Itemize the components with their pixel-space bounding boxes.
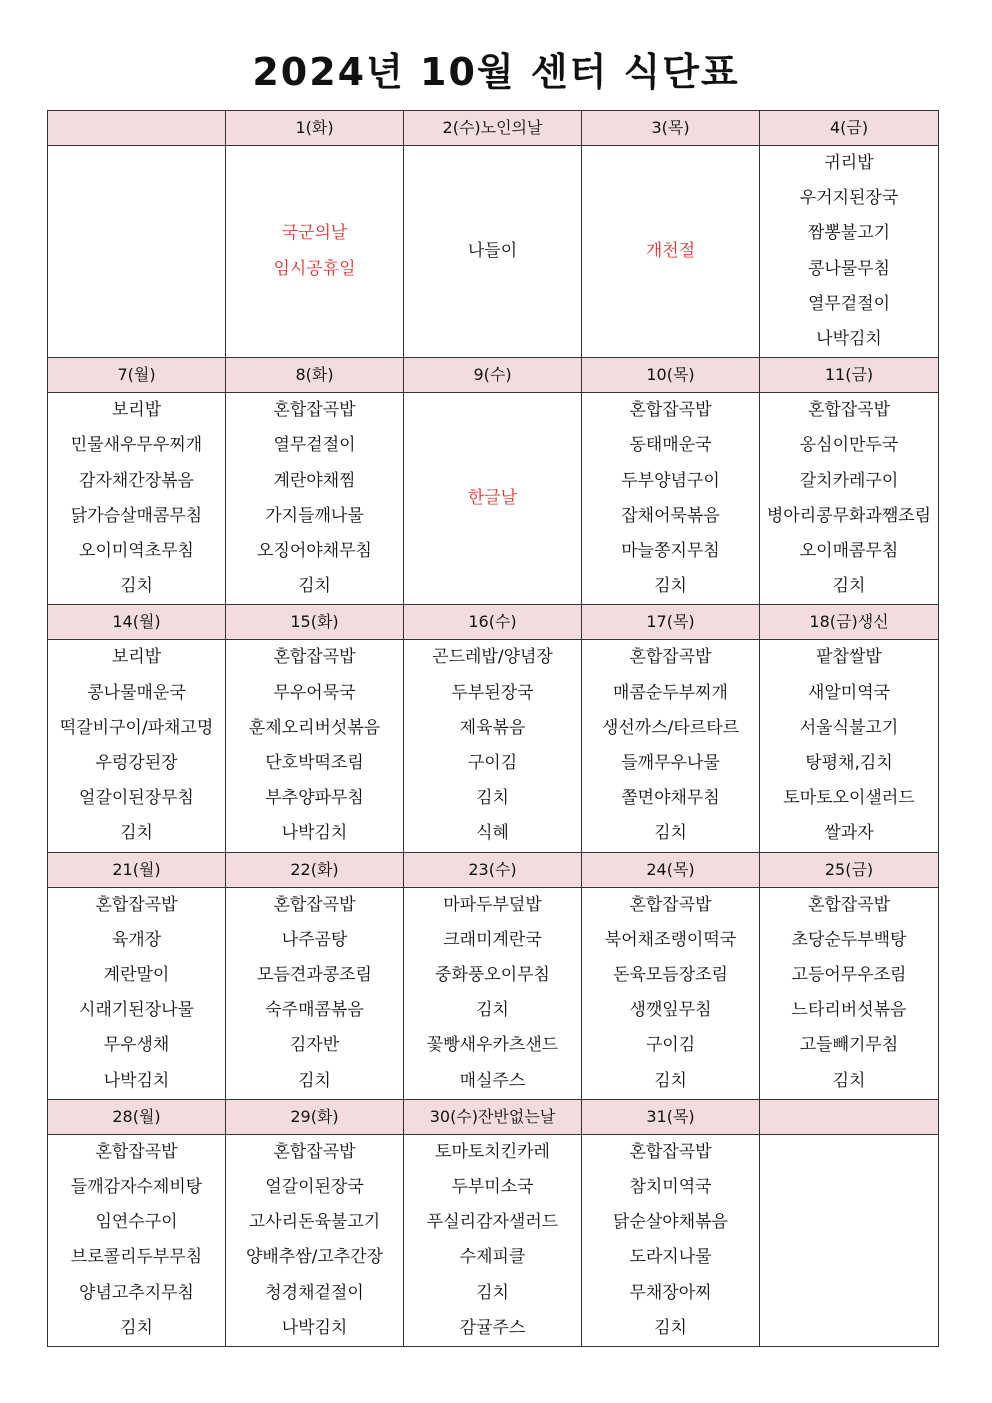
menu-item: 들깨무우나물 (621, 753, 720, 774)
menu-item: 나박김치 (281, 1317, 348, 1338)
day-menu-cell (48, 393, 226, 605)
day-header (48, 111, 226, 146)
menu-item: 토마토치킨카레 (435, 1141, 550, 1162)
day-menu-cell (226, 146, 404, 358)
menu-item: 토마토오이샐러드 (783, 788, 915, 809)
day-menu-cell (760, 640, 939, 852)
menu-item: 탕평채,김치 (805, 753, 893, 774)
menu-item: 꽃빵새우카츠샌드 (426, 1035, 559, 1056)
menu-item: 콩나물무침 (807, 258, 891, 279)
menu-item: 떡갈비구이/파채고명 (59, 717, 214, 738)
day-header: 31(목) (582, 1099, 760, 1134)
menu-item: 옹심이만두국 (799, 435, 899, 456)
week-menu-row (48, 1134, 939, 1346)
holiday-note: 국군의날 (281, 223, 348, 244)
menu-item: 브로콜리두부무침 (70, 1247, 203, 1268)
day-header: 21(월) (48, 852, 226, 887)
menu-item: 도라지나물 (629, 1247, 712, 1268)
menu-item: 임연수구이 (95, 1212, 178, 1233)
day-menu-cell (48, 1134, 226, 1346)
menu-item: 감귤주스 (459, 1317, 526, 1338)
menu-item: 김치 (476, 1282, 509, 1303)
day-header: 10(목) (582, 358, 760, 393)
menu-item: 나박김치 (281, 823, 348, 844)
menu-item: 매콤순두부찌개 (613, 682, 728, 703)
day-menu-cell (582, 887, 760, 1099)
menu-item: 청경채겉절이 (265, 1282, 364, 1303)
menu-item: 무우생채 (103, 1035, 170, 1056)
menu-item: 단호박떡조림 (265, 753, 364, 774)
menu-item: 혼합잡곡밥 (629, 400, 712, 421)
menu-item: 김치 (120, 576, 153, 597)
menu-item: 모듬견과콩조림 (257, 965, 372, 986)
day-menu-cell (404, 146, 582, 358)
menu-item: 김치 (298, 1070, 331, 1091)
menu-item: 나주곰탕 (281, 929, 348, 950)
day-header: 16(수) (404, 605, 582, 640)
menu-item: 양배추쌈/고추간장 (245, 1247, 384, 1268)
day-header: 29(화) (226, 1099, 404, 1134)
menu-item: 계란야채찜 (273, 470, 356, 491)
menu-item: 잡채어묵볶음 (621, 505, 720, 526)
menu-item: 김치 (476, 1000, 509, 1021)
menu-item: 무채장아찌 (629, 1282, 712, 1303)
menu-item: 육개장 (111, 929, 162, 950)
menu-item: 열무겉절이 (273, 435, 356, 456)
menu-item: 나들이 (467, 241, 518, 261)
day-header: 4(금) (760, 111, 939, 146)
menu-item: 나박김치 (103, 1070, 170, 1091)
menu-item: 오징어야채무침 (257, 541, 372, 562)
week-menu-row (48, 146, 939, 358)
day-header: 18(금)생신 (760, 605, 939, 640)
day-header: 15(화) (226, 605, 404, 640)
day-header: 9(수) (404, 358, 582, 393)
day-menu-cell (226, 393, 404, 605)
week-menu-row (48, 640, 939, 852)
menu-item: 돈육모듬장조림 (613, 965, 728, 986)
holiday-note: 한글날 (467, 488, 518, 509)
day-menu-cell (48, 146, 226, 358)
day-header: 28(월) (48, 1099, 226, 1134)
menu-item: 매실주스 (459, 1070, 526, 1091)
day-header: 2(수)노인의날 (404, 111, 582, 146)
menu-item: 귀리밥 (824, 153, 874, 173)
menu-item: 마늘쫑지무침 (621, 541, 720, 562)
menu-item: 고등어무우조림 (791, 965, 907, 986)
menu-table (47, 110, 939, 1347)
day-header: 24(목) (582, 852, 760, 887)
menu-item: 혼합잡곡밥 (273, 894, 356, 915)
menu-item: 부추양파무침 (265, 788, 364, 809)
menu-item: 서울식불고기 (799, 717, 899, 738)
day-menu-cell (226, 1134, 404, 1346)
day-menu-cell (404, 887, 582, 1099)
menu-item: 중화풍오이무침 (435, 965, 550, 986)
menu-item: 김치 (654, 1070, 687, 1091)
menu-item: 수제피클 (459, 1247, 526, 1268)
menu-item: 김치 (654, 1317, 687, 1338)
day-menu-cell (48, 887, 226, 1099)
menu-item: 김치 (832, 576, 866, 597)
menu-item: 양념고추지무침 (79, 1282, 194, 1303)
day-menu-cell (226, 887, 404, 1099)
menu-item: 혼합잡곡밥 (273, 400, 356, 421)
menu-item: 고사리돈육불고기 (248, 1212, 381, 1233)
day-header: 1(화) (226, 111, 404, 146)
menu-item: 김치 (654, 576, 687, 597)
day-header: 25(금) (760, 852, 939, 887)
day-header: 7(월) (48, 358, 226, 393)
menu-item: 새알미역국 (807, 682, 891, 703)
menu-item: 계란말이 (103, 965, 170, 986)
menu-item: 얼갈이된장국 (265, 1177, 364, 1198)
menu-item: 혼합잡곡밥 (629, 894, 712, 915)
menu-item: 얼갈이된장무침 (79, 788, 194, 809)
menu-item: 쫄면야채무침 (621, 788, 720, 809)
menu-item: 김치 (654, 823, 687, 844)
menu-item: 쌀과자 (824, 823, 874, 844)
menu-item: 김자반 (289, 1035, 340, 1056)
menu-item: 혼합잡곡밥 (95, 894, 178, 915)
menu-item: 오이미역초무침 (79, 541, 194, 562)
day-menu-cell (404, 640, 582, 852)
menu-item: 두부미소국 (451, 1177, 534, 1198)
menu-item: 김치 (298, 576, 331, 597)
day-menu-cell (404, 1134, 582, 1346)
day-header: 30(수)잔반없는날 (404, 1099, 582, 1134)
week-header-row (48, 1099, 939, 1134)
menu-item: 생깻잎무침 (629, 1000, 712, 1021)
menu-item: 제육볶음 (459, 717, 526, 738)
menu-item: 구이김 (467, 753, 518, 774)
menu-item: 보리밥 (111, 647, 162, 668)
menu-item: 김치 (120, 1317, 153, 1338)
menu-item: 곤드레밥/양념장 (432, 647, 553, 668)
menu-item: 가지들깨나물 (265, 505, 364, 526)
day-menu-cell (226, 640, 404, 852)
week-menu-row (48, 393, 939, 605)
page-title: 2024년 10월 센터 식단표 (252, 50, 740, 94)
day-menu-cell (582, 393, 760, 605)
menu-item: 마파두부덮밥 (443, 894, 542, 915)
day-header (760, 1099, 939, 1134)
menu-item: 김치 (120, 823, 153, 844)
week-header-row (48, 358, 939, 393)
menu-item: 고들빼기무침 (799, 1035, 899, 1056)
day-menu-cell (582, 146, 760, 358)
menu-item: 보리밥 (111, 400, 162, 421)
holiday-note: 개천절 (645, 241, 696, 261)
day-header: 3(목) (582, 111, 760, 146)
menu-item: 식혜 (476, 823, 509, 844)
menu-item: 갈치카레구이 (799, 470, 899, 491)
menu-item: 짬뽕불고기 (807, 223, 891, 244)
day-menu-cell (760, 1134, 939, 1346)
week-header-row (48, 111, 939, 146)
week-header-row (48, 605, 939, 640)
menu-item: 우렁강된장 (95, 753, 178, 774)
menu-item: 민물새우무우찌개 (70, 435, 203, 456)
menu-item: 우거지된장국 (799, 188, 899, 209)
menu-item: 훈제오리버섯볶음 (248, 717, 381, 738)
day-header: 14(월) (48, 605, 226, 640)
menu-item: 동태매운국 (629, 435, 712, 456)
menu-item: 열무겉절이 (807, 293, 891, 314)
day-menu-cell (582, 1134, 760, 1346)
week-header-row (48, 852, 939, 887)
menu-item: 혼합잡곡밥 (95, 1141, 178, 1162)
menu-item: 혼합잡곡밥 (807, 400, 891, 421)
menu-item: 참치미역국 (629, 1177, 712, 1198)
menu-item: 팥찹쌀밥 (816, 647, 882, 668)
menu-item: 북어채조랭이떡국 (604, 929, 737, 950)
menu-item: 시래기된장나물 (79, 1000, 194, 1021)
menu-item: 초당순두부백탕 (791, 929, 907, 950)
menu-item: 혼합잡곡밥 (273, 647, 356, 668)
day-header: 8(화) (226, 358, 404, 393)
day-header: 22(화) (226, 852, 404, 887)
menu-item: 느타리버섯볶음 (791, 1000, 907, 1021)
menu-item: 혼합잡곡밥 (807, 894, 891, 915)
day-header: 11(금) (760, 358, 939, 393)
menu-item: 김치 (476, 788, 509, 809)
menu-item: 숙주매콤볶음 (265, 1000, 364, 1021)
menu-item: 닭가슴살매콤무침 (70, 505, 203, 526)
menu-item: 구이김 (645, 1035, 696, 1056)
day-menu-cell (760, 146, 939, 358)
menu-item: 생선까스/타르타르 (601, 717, 740, 738)
menu-item: 들깨감자수제비탕 (70, 1177, 203, 1198)
menu-item: 크래미계란국 (443, 929, 542, 950)
holiday-note: 임시공휴일 (273, 258, 356, 279)
day-menu-cell (48, 640, 226, 852)
menu-item: 콩나물매운국 (87, 682, 186, 703)
menu-item: 감자채간장볶음 (79, 470, 194, 491)
menu-item: 두부양념구이 (621, 470, 720, 491)
menu-item: 김치 (832, 1070, 866, 1091)
menu-item: 병아리콩무화과쨈조림 (766, 505, 932, 526)
menu-item: 혼합잡곡밥 (273, 1141, 356, 1162)
menu-item: 오이매콤무침 (799, 541, 899, 562)
day-menu-cell (404, 393, 582, 605)
menu-item: 혼합잡곡밥 (629, 1141, 712, 1162)
day-menu-cell (760, 393, 939, 605)
day-header: 17(목) (582, 605, 760, 640)
menu-item: 두부된장국 (451, 682, 534, 703)
menu-item: 푸실리감자샐러드 (426, 1212, 559, 1233)
day-menu-cell (760, 887, 939, 1099)
menu-item: 혼합잡곡밥 (629, 647, 712, 668)
menu-item: 무우어묵국 (273, 682, 356, 703)
menu-item: 닭순살야채볶음 (613, 1212, 728, 1233)
week-menu-row (48, 887, 939, 1099)
day-menu-cell (582, 640, 760, 852)
menu-item: 나박김치 (816, 329, 882, 350)
day-header: 23(수) (404, 852, 582, 887)
